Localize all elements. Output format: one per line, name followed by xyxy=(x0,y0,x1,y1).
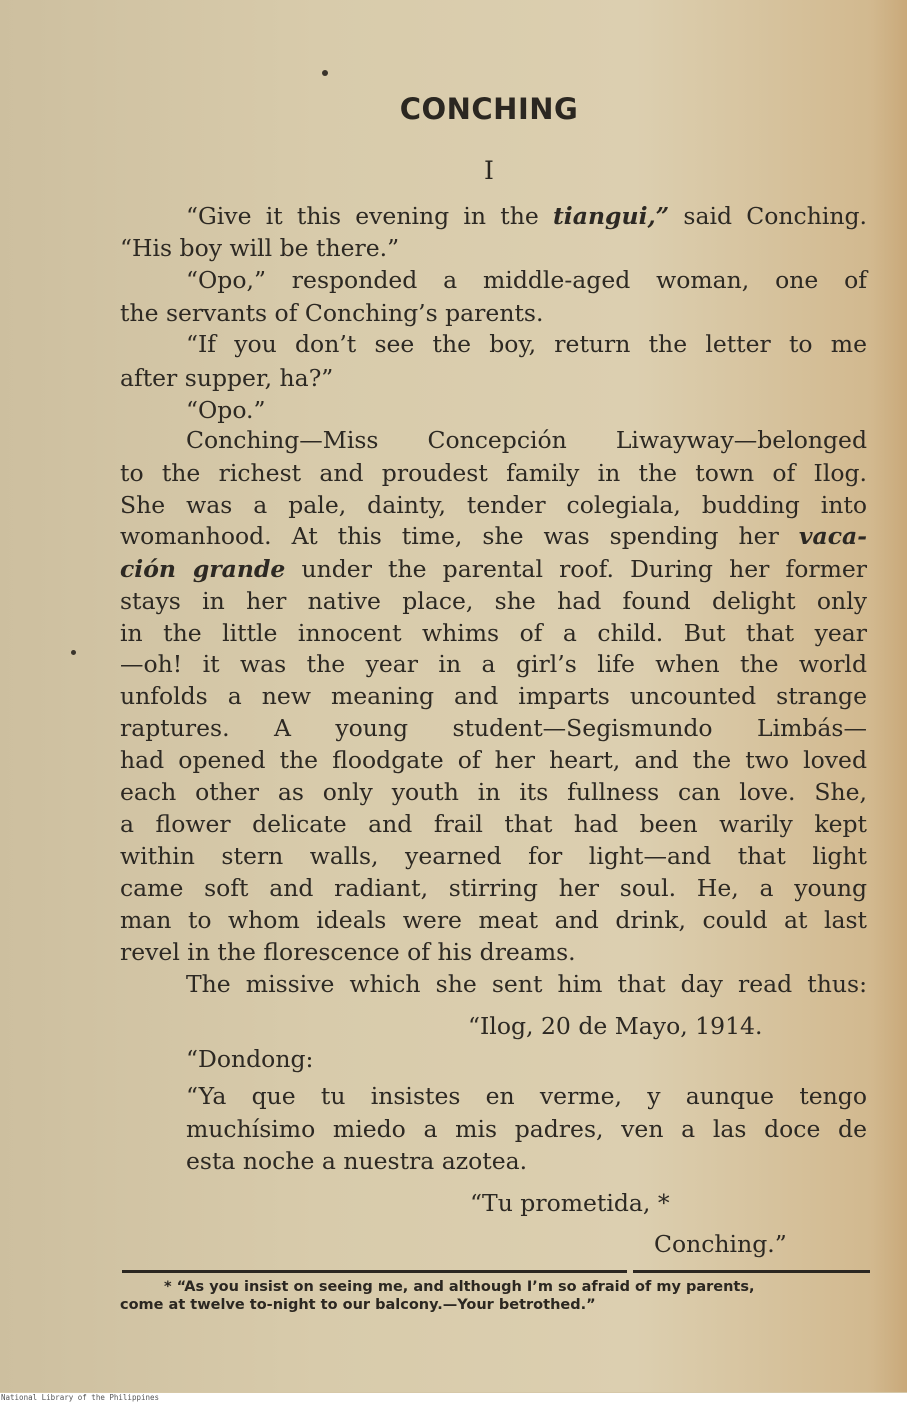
text-line: the servants of Conching’s parents. xyxy=(120,299,544,327)
text-line: within stern walls, yearned for light—and that light xyxy=(120,842,867,870)
text-line: raptures. A young student—Segismundo Limbás— xyxy=(120,714,867,742)
letter-body-line: “Ya que tu insistes en verme, y aunque tengo xyxy=(186,1082,867,1110)
text-line: came soft and radiant, stirring her soul. He, a young xyxy=(120,874,867,902)
letter-closing: “Tu prometida, * xyxy=(470,1189,670,1217)
text-line: “Give it this evening in the tiangui,” said Conching. xyxy=(186,202,867,230)
text-line: in the little innocent whims of a child. But that year xyxy=(120,619,867,647)
chapter-number: I xyxy=(484,156,494,185)
letter-signature: Conching.” xyxy=(654,1230,787,1258)
letter-body-line: muchísimo miedo a mis padres, ven a las doce de xyxy=(186,1115,867,1143)
text-line: stays in her native place, she had found delight only xyxy=(120,587,867,615)
page-title: CONCHING xyxy=(399,92,579,126)
text-line: The missive which she sent him that day read thus: xyxy=(186,970,867,998)
text-line: “Opo.” xyxy=(186,396,266,424)
text-line: “Opo,” responded a middle-aged woman, one of xyxy=(186,266,867,294)
footnote-rule xyxy=(122,1270,627,1273)
ink-spot xyxy=(71,650,76,655)
text-line: “If you don’t see the boy, return the letter to me xyxy=(186,330,867,358)
text-line: Conching—Miss Concepción Liwayway—belonged xyxy=(186,426,867,454)
text-line: had opened the floodgate of her heart, and the two loved xyxy=(120,746,867,774)
footnote-line: * “As you insist on seeing me, and although I’m so afraid of my parents, xyxy=(164,1279,755,1295)
text-line: man to whom ideals were meat and drink, could at last xyxy=(120,906,867,934)
text-line: womanhood. At this time, she was spending her vaca- xyxy=(120,522,867,550)
text-line: a flower delicate and frail that had been warily kept xyxy=(120,810,867,838)
letter-body-line: esta noche a nuestra azotea. xyxy=(186,1147,528,1175)
text-line: —oh! it was the year in a girl’s life when the world xyxy=(120,650,867,678)
text-line: unfolds a new meaning and imparts uncounted strange xyxy=(120,682,867,710)
text-line: to the richest and proudest family in the town of Ilog. xyxy=(120,459,867,487)
text-line: each other as only youth in its fullness can love. She, xyxy=(120,778,867,806)
footnote-rule xyxy=(633,1270,870,1273)
text-line: ción grande under the parental roof. During her former xyxy=(120,555,867,583)
footnote-line: come at twelve to-night to our balcony.—Your betrothed.” xyxy=(120,1297,596,1313)
text-line: “His boy will be there.” xyxy=(120,234,400,262)
letter-salutation: “Dondong: xyxy=(186,1045,314,1073)
text-line: after supper, ha?” xyxy=(120,364,334,392)
text-line: revel in the florescence of his dreams. xyxy=(120,938,576,966)
ink-spot xyxy=(322,70,328,76)
text-line: She was a pale, dainty, tender colegiala, budding into xyxy=(120,491,867,519)
letter-dateline: “Ilog, 20 de Mayo, 1914. xyxy=(468,1012,763,1040)
library-credit: National Library of the Philippines xyxy=(0,1393,907,1403)
